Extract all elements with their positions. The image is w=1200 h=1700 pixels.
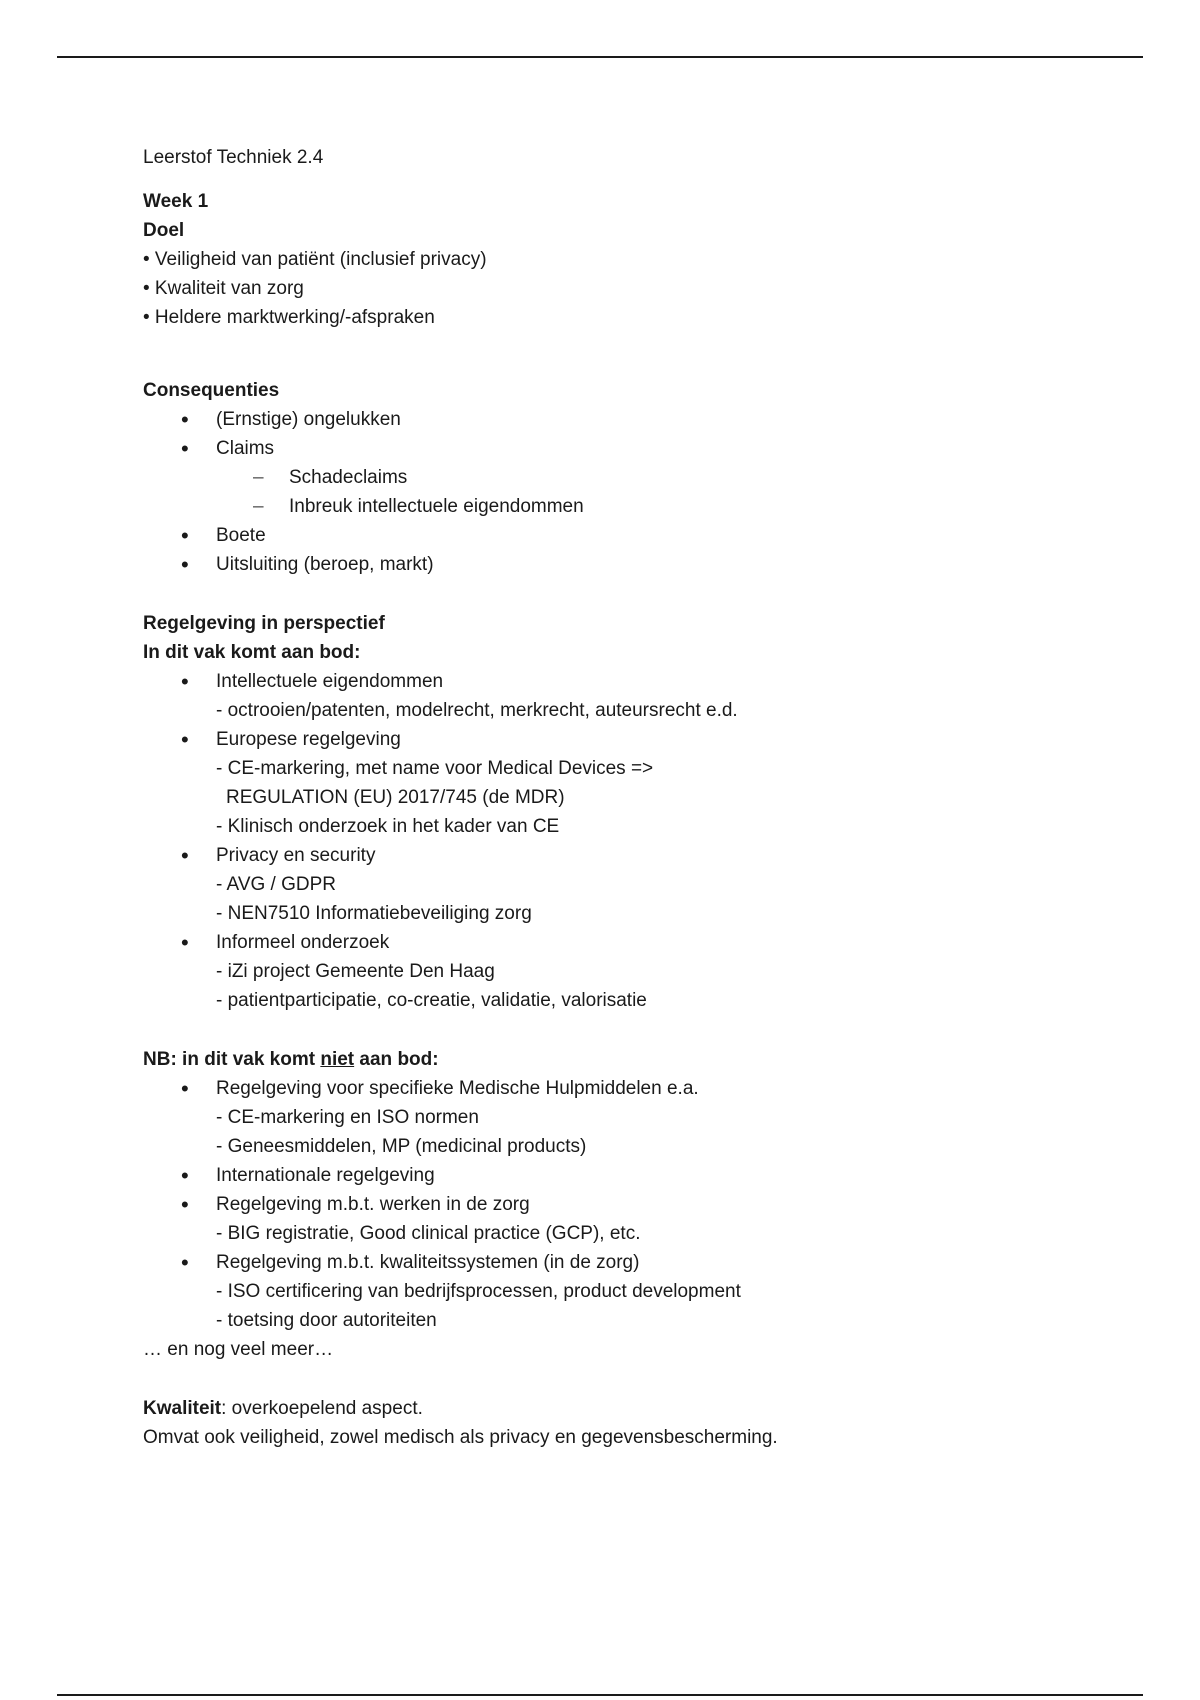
consequenties-heading: Consequenties [143,380,280,401]
list-item: • (Ernstige) ongelukken [143,405,1103,434]
list-item: • Claims – Schadeclaims – Inbreuk intellectuele eigendommen [143,434,1103,521]
sub-list-item: – Schadeclaims [143,463,1103,492]
week-heading: Week 1 [143,191,209,212]
document-title: Leerstof Techniek 2.4 [143,147,324,168]
header-rule [57,56,1143,58]
footer-rule [57,1694,1143,1696]
list-item: • Privacy en security - AVG / GDPR - NEN7510 Informatiebeveiliging zorg [143,841,1103,928]
niet-trailer: … en nog veel meer… [143,1339,334,1360]
list-item: • Regelgeving m.b.t. werken in de zorg - BIG registratie, Good clinical practice (GCP), etc. [143,1190,1103,1248]
niet-heading: NB: in dit vak komt niet aan bod: [143,1049,439,1070]
kwaliteit-line2: Omvat ook veiligheid, zowel medisch als privacy en gegevensbescherming. [143,1427,778,1448]
regelgeving-list [143,667,1103,1015]
list-item: • Regelgeving m.b.t. kwaliteitssystemen (in de zorg) - ISO certificering van bedrijfsprocessen, product development - toetsing door autoriteiten [143,1248,1103,1335]
doel-item: • Heldere marktwerking/-afspraken [143,307,435,328]
consequenties-list [143,405,1103,579]
doel-heading: Doel [143,220,185,241]
list-item: • Intellectuele eigendommen - octrooien/patenten, modelrecht, merkrecht, auteursrecht e.d. [143,667,1103,725]
list-item: • Regelgeving voor specifieke Medische Hulpmiddelen e.a. - CE-markering en ISO normen - Geneesmiddelen, MP (medicinal products) [143,1074,1103,1161]
niet-list [143,1074,1103,1335]
document-page [143,143,1103,1452]
regelgeving-heading: Regelgeving in perspectief [143,613,385,634]
doel-item: • Kwaliteit van zorg [143,278,304,299]
list-item: • Boete [143,521,1103,550]
doel-item: • Veiligheid van patiënt (inclusief privacy) [143,249,487,270]
kwaliteit-line: Kwaliteit: overkoepelend aspect. [143,1398,423,1419]
list-item: • Informeel onderzoek - iZi project Gemeente Den Haag - patientparticipatie, co-creatie, validatie, valorisatie [143,928,1103,1015]
list-item: • Uitsluiting (beroep, markt) [143,550,1103,579]
claims-sublist [216,463,1103,521]
list-item: • Internationale regelgeving [143,1161,1103,1190]
sub-list-item: – Inbreuk intellectuele eigendommen [143,492,1103,521]
regelgeving-subheading: In dit vak komt aan bod: [143,642,361,663]
list-item: • Europese regelgeving - CE-markering, met name voor Medical Devices => REGULATION (EU) 2017/745 (de MDR) - Klinisch onderzoek in het kader van CE [143,725,1103,841]
